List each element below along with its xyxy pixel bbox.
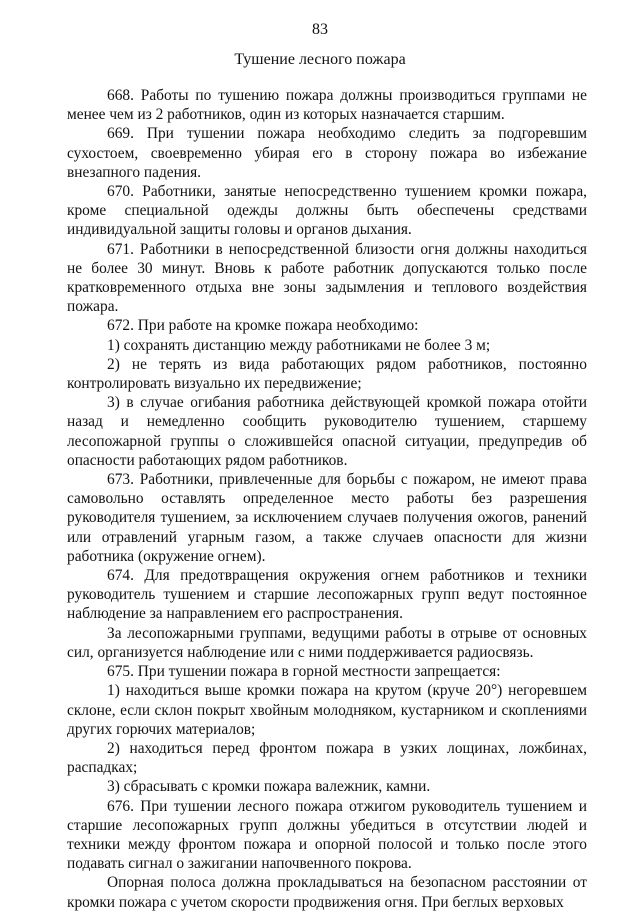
page-number: 83 [312, 21, 328, 38]
paragraph-676: 676. При тушении лесного пожара отжигом руководитель тушением и старшие лесопожарных групп должны убедиться в отсутствии людей и техники между фронтом пожара и опорной полосой и только после этого подавать сигнал о зажигании напочвенного покрова. [67, 797, 587, 873]
paragraph-673: 673. Работники, привлеченные для борьбы с пожаром, не имеют права самовольно оставлять определенное место работы без разрешения руководителя тушением, за исключением случаев получения ожогов, ранений или отравлений угарным газом, а также случаев опасности для жизни работника (окружение огнем). [67, 471, 587, 565]
body-text [67, 86, 587, 912]
paragraph-670: 670. Работники, занятые непосредственно тушением кромки пожара, кроме специальной одежды должны быть обеспечены средствами индивидуальной защиты головы и органов дыхания. [67, 183, 587, 239]
paragraph-675: 675. При тушении пожара в горной местности запрещается: [107, 663, 501, 681]
list-item-672-2: 2) не терять из вида работающих рядом работников, постоянно контролировать визуально их передвижение; [67, 355, 587, 393]
paragraph-669: 669. При тушении пожара необходимо следить за подгоревшим сухостоем, своевременно убирая его в сторону пожара во избежание внезапного падения. [67, 125, 587, 181]
section-title: Тушение лесного пожара [234, 51, 406, 68]
paragraph-672: 672. При работе на кромке пожара необходимо: [107, 317, 419, 335]
list-item-675-3: 3) сбрасывать с кромки пожара валежник, камни. [107, 778, 431, 796]
paragraph-674-cont: За лесопожарными группами, ведущими работы в отрыве от основных сил, организуется наблюдение или с ними поддерживается радиосвязь. [67, 624, 587, 661]
paragraph-676-cont: Опорная полоса должна прокладываться на безопасном расстоянии от кромки пожара с учетом скорости продвижения огня. При беглых верховых [67, 874, 587, 911]
paragraph-674: 674. Для предотвращения окружения огнем работников и техники руководитель тушением и старшие лесопожарных групп ведут постоянное наблюдение за направлением его распространения. [67, 567, 587, 623]
paragraph-671: 671. Работники в непосредственной близости огня должны находиться не более 30 минут. Вновь к работе работник допускаются только после кратковременного отдыха вне зоны задымления и теплового воздействия пожара. [67, 240, 587, 316]
list-item-672-3: 3) в случае огибания работника действующей кромкой пожара отойти назад и немедленно сообщить руководителю тушением, старшему лесопожарной группы о сложившейся опасной ситуации, предупредив об опасности работающих рядом работников. [67, 394, 587, 469]
list-item-675-2: 2) находиться перед фронтом пожара в узких лощинах, ложбинах, распадках; [67, 739, 587, 777]
list-item-672-1: 1) сохранять дистанцию между работниками не более 3 м; [107, 336, 491, 354]
list-item-675-1: 1) находиться выше кромки пожара на крутом (круче 20°) негоревшем склоне, если склон покрыт хвойным молодняком, кустарником и скоплениями других горючих материалов; [67, 682, 587, 738]
paragraph-668: 668. Работы по тушению пожара должны производиться группами не менее чем из 2 работников, один из которых назначается старшим. [67, 87, 587, 124]
